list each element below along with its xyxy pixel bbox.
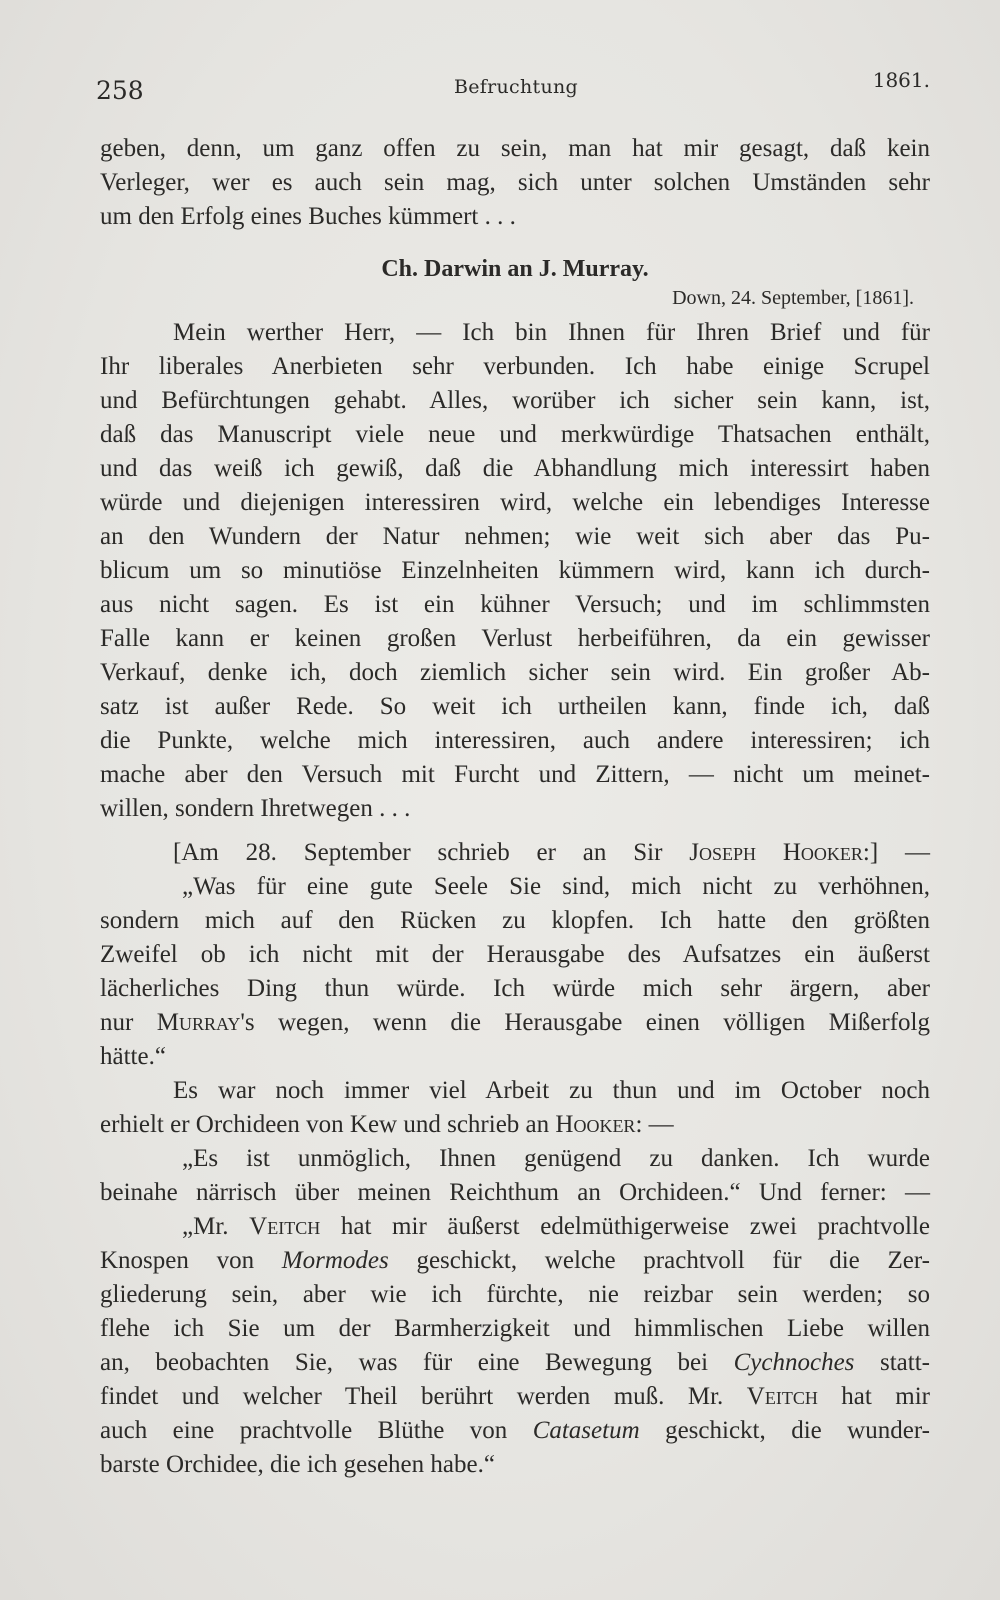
text-segment: um den Erfolg eines Buches kümmert . . . [100, 203, 516, 230]
text-segment: würde und diejenigen interessiren wird, welche ein lebendiges Interesse [100, 489, 930, 516]
text-line [182, 1210, 930, 1244]
italic-term: Catasetum [532, 1417, 640, 1444]
text-line [100, 904, 930, 938]
italic-term: Cychnoches [733, 1349, 855, 1376]
running-head [96, 68, 936, 108]
text-line [100, 792, 930, 826]
text-segment: aus nicht sagen. Es ist ein kühner Versuch; und im schlimmsten [100, 591, 930, 618]
page-number: 258 [96, 76, 144, 105]
text-segment: findet und welcher Theil berührt werden muß. Mr. [100, 1383, 747, 1410]
text-segment: : — [635, 1111, 674, 1138]
text-line [100, 1278, 930, 1312]
text-line [100, 1040, 930, 1074]
text-line [100, 656, 930, 690]
text-line [100, 1346, 930, 1380]
letter-dateline: Down, 24. September, [1861]. [672, 287, 914, 309]
text-segment: und das weiß ich gewiß, daß die Abhandlung mich interessirt haben [100, 455, 930, 482]
text-segment: :] — [862, 839, 931, 866]
text-segment: „Was für eine gute Seele Sie sind, mich nicht zu verhöhnen, [182, 873, 930, 900]
text-line [100, 1176, 930, 1210]
text-segment: willen, sondern Ihretwegen . . . [100, 795, 411, 822]
text-line [100, 1380, 930, 1414]
text-segment: sondern mich auf den Rücken zu klopfen. Ich hatte den größten [100, 907, 930, 934]
text-segment: „Mr. [182, 1213, 250, 1240]
text-line [100, 1244, 930, 1278]
text-segment: und Befürchtungen gehabt. Alles, worüber ich sicher sein kann, ist, [100, 387, 930, 414]
text-line [100, 418, 930, 452]
italic-term: Mormodes [281, 1247, 389, 1274]
text-segment: an, beobachten Sie, was für eine Bewegung bei [100, 1349, 734, 1376]
text-line [100, 200, 930, 234]
text-line [100, 1414, 930, 1448]
text-line [100, 1448, 930, 1482]
text-segment: blicum um so minutiöse Einzelnheiten kümmern wird, kann ich durch- [100, 557, 930, 584]
text-line [100, 350, 930, 384]
text-line [100, 972, 930, 1006]
text-segment: die Punkte, welche mich interessiren, auch andere interessiren; ich [100, 727, 930, 754]
name-smallcaps: Hooker [555, 1111, 636, 1138]
text-segment: Verleger, wer es auch sein mag, sich unter solchen Umständen sehr [100, 169, 930, 196]
text-line [100, 724, 930, 758]
text-segment: mache aber den Versuch mit Furcht und Zittern, — nicht um meinet- [100, 761, 930, 788]
text-line [100, 1006, 930, 1040]
text-segment: [Am 28. September schrieb er an Sir [173, 839, 690, 866]
text-line [100, 690, 930, 724]
text-line [173, 836, 930, 870]
text-segment: geschickt, welche prachtvoll für die Zer- [388, 1247, 930, 1274]
text-segment: hat mir äußerst edelmüthigerweise zwei prachtvolle [320, 1213, 930, 1240]
text-segment: statt- [854, 1349, 930, 1376]
text-line [100, 758, 930, 792]
name-smallcaps: Veitch [249, 1213, 321, 1240]
text-segment: daß das Manuscript viele neue und merkwürdige Thatsachen enthält, [100, 421, 930, 448]
text-segment: auch eine prachtvolle Blüthe von [100, 1417, 533, 1444]
text-line [100, 132, 930, 166]
text-segment: beinahe närrisch über meinen Reichthum an Orchideen.“ Und ferner: — [100, 1179, 930, 1206]
text-segment: Mein werther Herr, — Ich bin Ihnen für Ihren Brief und für [173, 319, 930, 346]
text-line [100, 554, 930, 588]
text-line [100, 938, 930, 972]
letter-heading: Ch. Darwin an J. Murray. [381, 256, 649, 282]
text-segment: geben, denn, um ganz offen zu sein, man hat mir gesagt, daß kein [100, 135, 930, 162]
text-line [100, 486, 930, 520]
text-line [100, 384, 930, 418]
text-line [173, 316, 930, 350]
text-line [100, 622, 930, 656]
name-smallcaps: Murray [156, 1009, 241, 1036]
text-segment: hat mir [817, 1383, 930, 1410]
text-segment: satz ist außer Rede. So weit ich urtheilen kann, finde ich, daß [100, 693, 930, 720]
text-segment: erhielt er Orchideen von Kew und schrieb an [100, 1111, 556, 1138]
running-title: Befruchtung [453, 76, 578, 98]
text-line [100, 452, 930, 486]
text-segment: „Es ist unmöglich, Ihnen genügend zu danken. Ich wurde [182, 1145, 930, 1172]
text-segment: flehe ich Sie um der Barmherzigkeit und himmlischen Liebe willen [100, 1315, 930, 1342]
text-segment: geschickt, die wunder- [639, 1417, 930, 1444]
text-segment: 's wegen, wenn die Herausgabe einen völligen Mißerfolg [240, 1009, 930, 1036]
text-line [100, 1312, 930, 1346]
text-line [100, 1108, 930, 1142]
text-segment: Verkauf, denke ich, doch ziemlich sicher sein wird. Ein großer Ab- [100, 659, 930, 686]
text-segment: lächerliches Ding thun würde. Ich würde mich sehr ärgern, aber [100, 975, 930, 1002]
text-segment: Es war noch immer viel Arbeit zu thun und im October noch [173, 1077, 930, 1104]
text-segment: Falle kann er keinen großen Verlust herbeiführen, da ein gewisser [100, 625, 930, 652]
name-smallcaps: Joseph Hooker [689, 839, 863, 866]
text-segment: nur [100, 1009, 157, 1036]
text-segment: Ihr liberales Anerbieten sehr verbunden. Ich habe einige Scrupel [100, 353, 930, 380]
text-line [182, 870, 930, 904]
name-smallcaps: Veitch [746, 1383, 818, 1410]
text-segment: gliederung sein, aber wie ich fürchte, nie reizbar sein werden; so [100, 1281, 930, 1308]
text-segment: Zweifel ob ich nicht mit der Herausgabe des Aufsatzes ein äußerst [100, 941, 930, 968]
text-line [100, 166, 930, 200]
text-line [173, 1074, 930, 1108]
text-segment: Knospen von [100, 1247, 282, 1274]
text-line [100, 588, 930, 622]
text-segment: barste Orchidee, die ich gesehen habe.“ [100, 1451, 495, 1478]
text-line [182, 1142, 930, 1176]
text-segment: hätte.“ [100, 1043, 166, 1070]
running-year: 1861. [872, 68, 930, 92]
text-segment: an den Wundern der Natur nehmen; wie weit sich aber das Pu- [100, 523, 930, 550]
text-line [100, 520, 930, 554]
